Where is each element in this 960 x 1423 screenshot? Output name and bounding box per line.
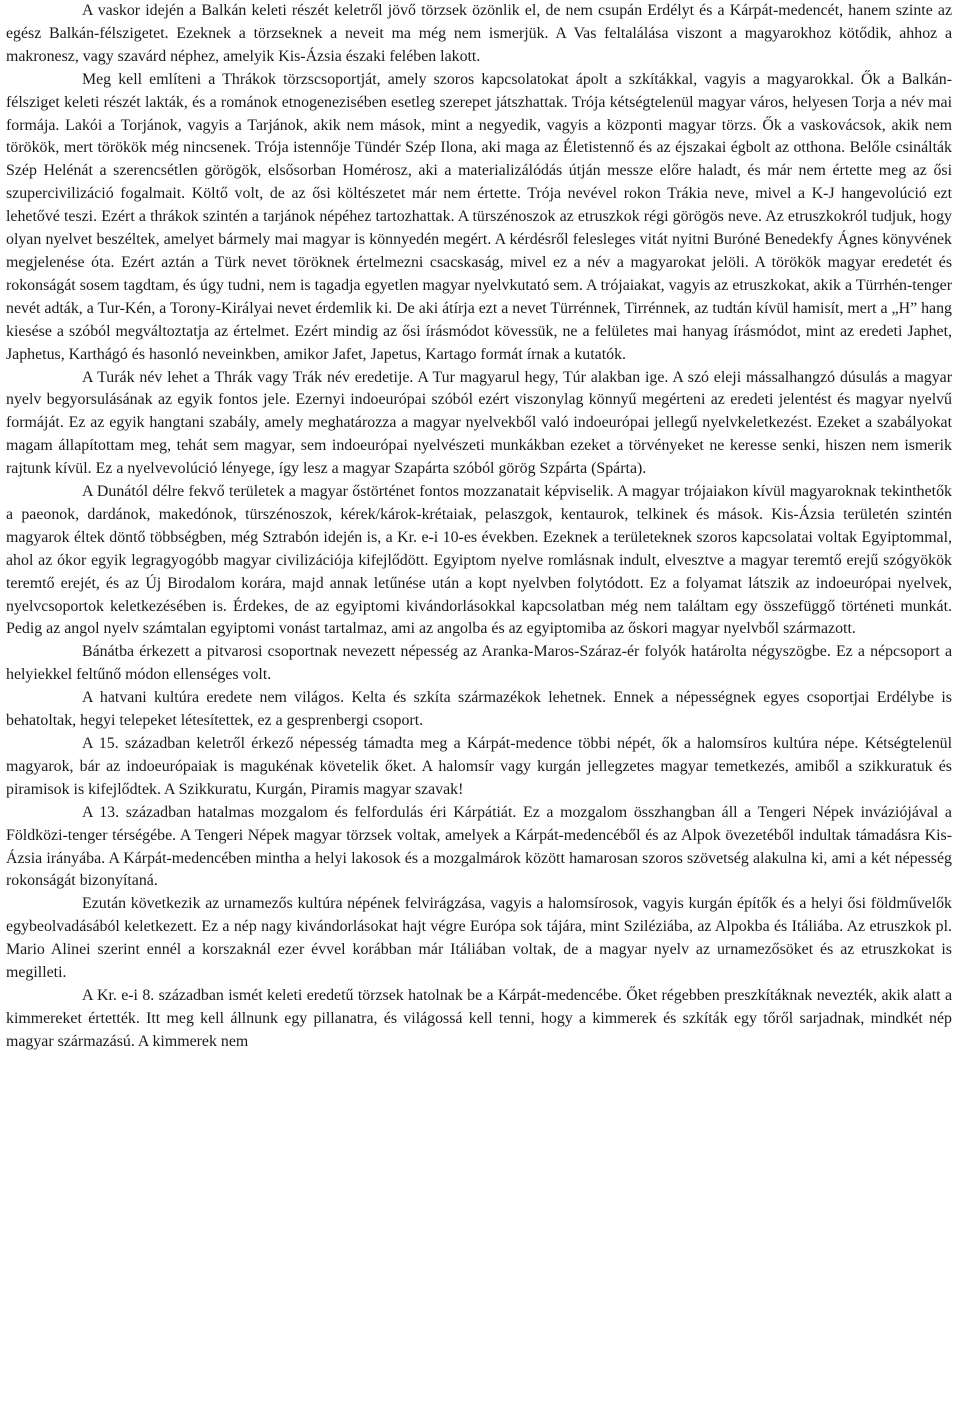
paragraph-duna: A Dunától délre fekvő területek a magyar őstörténet fontos mozzanatait képviselik. A magyar trójaiakon kívül magyaroknak tekinthetők a paeonok, dardánok, makedónok, türszénoszok, kérek/károk-krétaiak, pelaszgok, kentaurok, telkinek és mások. Kis-Ázsia területén szintén magyarok éltek döntő többségben, még Sztrabón idején is, a Kr. e-i 10-es években. Ezeknek a területeknek szoros kapcsolatai voltak Egyiptommal, ahol az ókor egyik legragyogóbb magyar civilizációja kifejlődött. Egyiptom nyelve romlásnak indult, elvesztve a magyar teremtő erejű szógyökök teremtő erejét, és az Új Birodalom korára, majd annak letűnése után a kopt nyelvben folytódott. Ez a folyamat látszik az indoeurópai nyelvek, nyelvcsoportok keletkezésében is. Érdekes, de az egyiptomi kivándorlásokkal kapcsolatban még nem találtam egy összefüggő történeti munkát. Pedig az angol nyelv számtalan egyiptomi vonást tartalmaz, ami az angolba és az egyiptomiba az őskori magyar nyelvből származott. [6, 483, 952, 638]
paragraph-turak: A Turák név lehet a Thrák vagy Trák név eredetije. A Tur magyarul hegy, Túr alakban ige. A szó eleji mássalhangzó dúsulás a magyar nyelv begyorsulásának az egyik fontos jele. Ezernyi indoeurópai szóból ezért viszonylag könnyű megérteni az eredeti jelentést és magyar nyelvű formáját. Ez az egyik hangtani szabály, amely meghatározza a magyar nyelvekből való indoeurópai jellegű nyelvkeletkezést. Ezeket a szabályokat magam állapítottam meg, tehát sem magyar, sem indoeurópai nyelvészeti munkákban ezeket a törvényeket ne keresse senki, hiszen nem ismerik rajtunk kívül. Ez a nyelvevolúció lényege, így lesz a magyar Szapárta szóból görög Szpárta (Spárta). [6, 368, 952, 478]
paragraph-thrakok: Meg kell említeni a Thrákok törzscsoportját, amely szoros kapcsolatokat ápolt a szkítákkal, vagyis a magyarokkal. Ők a Balkán-félsziget keleti részét lakták, és a románok etnogenezisében esetleg szerepet játszhattak. Trója kétségtelenül magyar város, helyesen Torja a név mai formája. Lakói a Torjánok, vagyis a Tarjánok, akik nem mások, mint a negyedik, vagyis a központi magyar törzs. Ők a vaskovácsok, akik nem törökök, mert törökök még nincsenek. Trója istennője Tündér Szép Ilona, aki maga az Életistennő és az éjszakai égbolt az otthona. Belőle csinálták Szép Helénát a szerencsétlen görögök, elsősorban Homérosz, aki a materializálódás útján messze előre haladt, és már nem értette meg az ősi szupercivilizáció fogalmait. Költő volt, de az ősi költészetet már nem értette. Trója nevével rokon Trákia neve, mivel a K-J hangevolúció ezt lehetővé teszi. Ezért a thrákok szintén a tarjánok népéhez tartozhattak. A türszénoszok az etruszkok régi görögös neve. Az etruszkokról tudjuk, hogy olyan nyelvet beszéltek, amelyet bármely mai magyar is könnyedén megért. A kérdésről felesleges vitát nyitni Buróné Benedekfy Ágnes könyvének megjelenése óta. Ezért aztán a Türk nevet töröknek értelmezni csacskaság, mivel ez a név a magyarokat jelöli. A törökök magyar eredetét és rokonságát sosem tagdtam, és úgy tudni, nem is tagadja egyetlen magyar nyelvkutató sem. A trójaiakat, vagyis az etruszkokat, akik a Türrhén-tenger nevét adták, a Tur-Kén, a Torony-Királyai nevet érdemlik ki. De aki átírja ezt a nevet Türrénnek, Tirrénnek, az tudtán kívül hamisít, mert a „H” hang kiesése a szóból megváltoztatja az értelmet. Ezért mindig az ősi írásmódot kövessük, ne a felületes mai hanyag írásmódot, mint az eredeti Japhet, Japhetus, Karthágó és hasonló neveinkben, amikor Jafet, Japetus, Kartago formát írnak a kutatók. [6, 70, 952, 363]
paragraph-urnamezos: Ezután következik az urnamezős kultúra népének felvirágzása, vagyis a halomsírosok, vagyis kurgán építők és a helyi ősi földművelők egybeolvadásából keletkezett. Ez a nép nagy kivándorlásokat hajt végre Európa sok tájára, mint Sziléziába, az Alpokba és Itáliába. Az etruszkok pl. Mario Alinei szerint ennél a korszaknál ezer évvel korábban már Itáliában voltak, de a magyar nyelv az urnamezősöket és az etruszkokat is megilleti. [6, 895, 952, 982]
paragraph-hatvani: A hatvani kultúra eredete nem világos. Kelta és szkíta származékok lehetnek. Ennek a népességnek egyes csoportjai Erdélybe is behatoltak, hegyi telepeket létesítettek, ez a gesprenbergi csoport. [6, 689, 952, 730]
document-page [6, 0, 952, 1054]
paragraph-vaskor: A vaskor idején a Balkán keleti részét keletről jövő törzsek özönlik el, de nem csupán Erdélyt és a Kárpát-medencét, hanem szinte az egész Balkán-félszigetet. Ezeknek a törzseknek a neveit ma még nem ismerjük. A Vas feltalálása viszont a magyarokhoz kötődik, ahhoz a makronesz, vagy szavárd néphez, amelyik Kis-Ázsia északi felében lakott. [6, 2, 952, 65]
paragraph-banat: Bánátba érkezett a pitvarosi csoportnak nevezett népesség az Aranka-Maros-Száraz-ér folyók határolta négyszögbe. Ez a népcsoport a helyiekkel feltűnő módon ellenséges volt. [6, 643, 952, 684]
paragraph-8-szazad: A Kr. e-i 8. században ismét keleti eredetű törzsek hatolnak be a Kárpát-medencébe. Őket régebben preszkítáknak nevezték, akik alatt a kimmereket értették. Itt meg kell állnunk egy pillanatra, és világossá kell tenni, hogy a kimmerek és szkíták egy tőről sarjadnak, mindkét nép magyar származású. A kimmerek nem [6, 986, 952, 1050]
paragraph-13-szazad: A 13. században hatalmas mozgalom és felfordulás éri Kárpátiát. Ez a mozgalom összhangban áll a Tengeri Népek inváziójával a Földközi-tenger térségébe. A Tengeri Népek magyar törzsek voltak, amelyek a Kárpát-medencéből és az Alpok övezetéből indultak támadásra Kis-Ázsia irányába. A Kárpát-medencében mintha a helyi lakosok és a mozgalmárok között hamarosan szoros szövetség alakulna ki, ami a két népesség rokonságát bizonyítaná. [6, 803, 952, 890]
paragraph-15-szazad: A 15. században keletről érkező népesség támadta meg a Kárpát-medence többi népét, ők a halomsíros kultúra népe. Kétségtelenül magyarok, bár az indoeurópaiak is magukénak követelik őket. A halomsír vagy kurgán jellegzetes magyar temetkezés, amiből a szikkuratuk és piramisok is kifejlődtek. A Szikkuratu, Kurgán, Piramis magyar szavak! [6, 735, 952, 798]
